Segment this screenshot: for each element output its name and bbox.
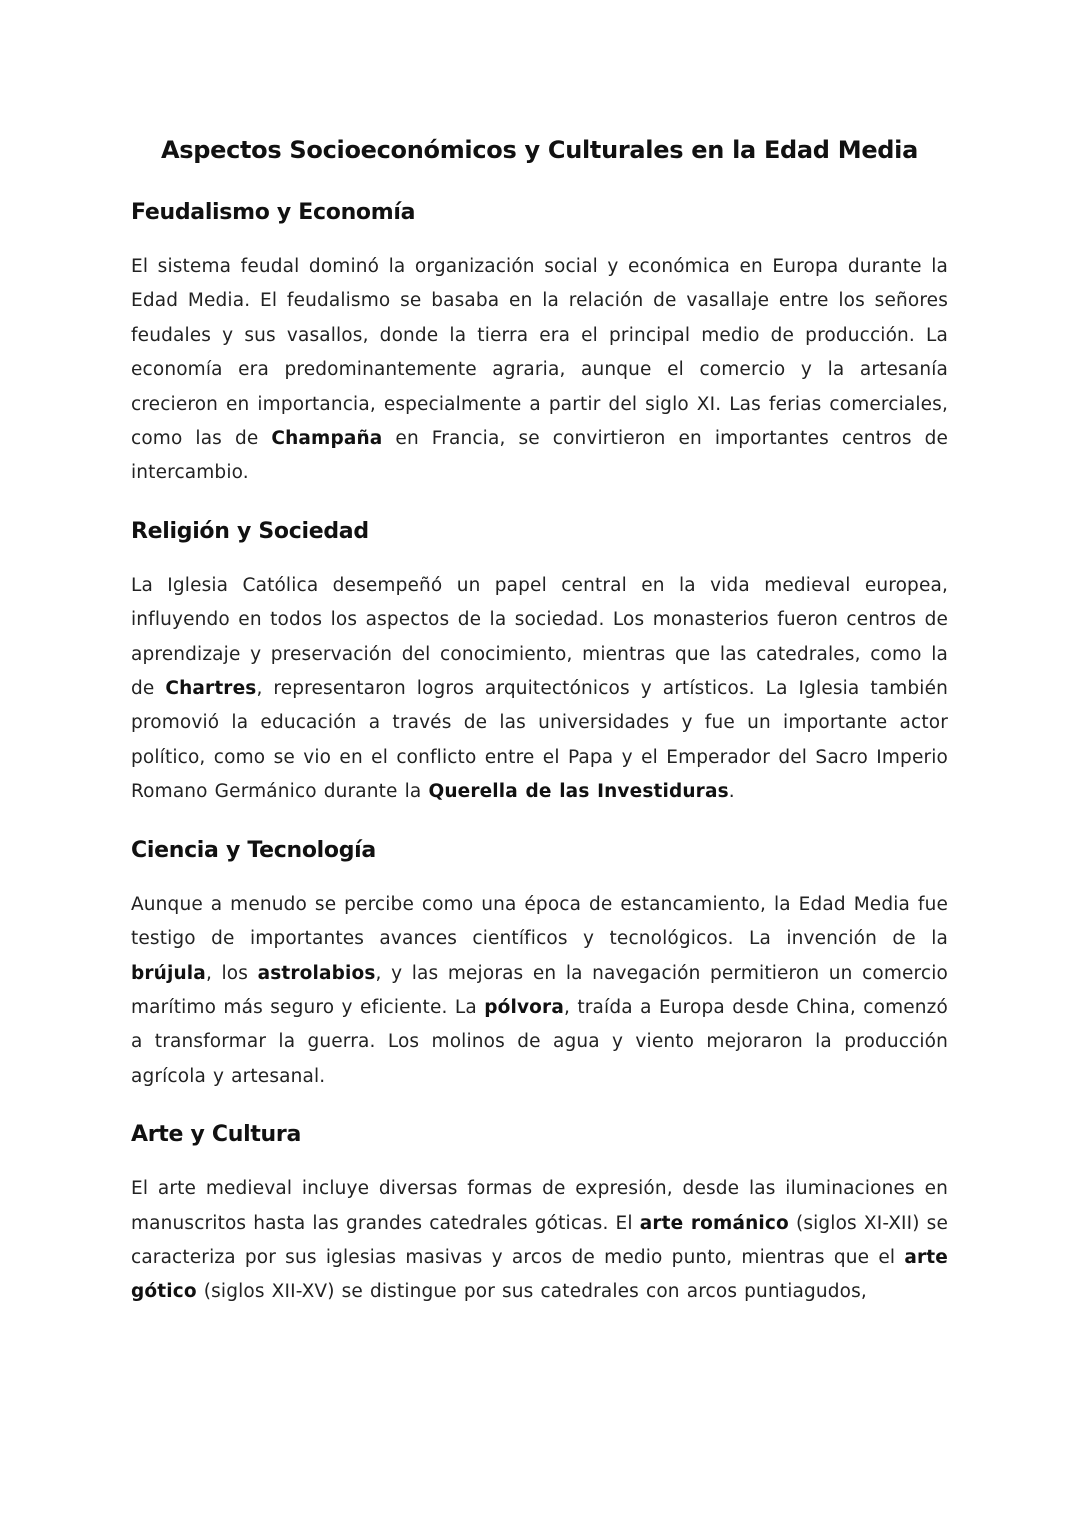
text-run: El sistema feudal dominó la organización social y económica en Europa durante la Edad Media. El feudalismo se basaba en la relación de vasallaje entre los señores feudales y sus vasallos, donde la tierra era el principal medio de producción. La economía era predominantemente agraria, aunque el comercio y la artesanía crecieron en importancia, especialmente a partir del siglo XI. Las ferias comerciales, como las de bbox=[131, 256, 948, 450]
text-run: , los bbox=[205, 962, 258, 984]
text-run: El arte medieval incluye diversas formas de expresión, desde las iluminaciones en manuscritos hasta las grandes catedrales góticas. El bbox=[131, 1178, 948, 1234]
text-run: Aunque a menudo se percibe como una época de estancamiento, la Edad Media fue testigo de importantes avances científicos y tecnológicos. La invención de la bbox=[131, 893, 948, 950]
bold-term-arte-gotico: arte gótico bbox=[131, 1246, 948, 1303]
text-run: , traída a Europa desde China, comenzó a transformar la guerra. Los molinos de agua y viento mejoraron la producción agrícola y artesanal. bbox=[131, 996, 948, 1087]
section-arte bbox=[131, 1118, 948, 1310]
text-run: , representaron logros arquitectónicos y artísticos. La Iglesia también promovió la educación a través de las universidades y fue un importante actor político, como se vio en el conflicto entre el Papa y el Emperador del Sacro Imperio Romano Germánico durante la bbox=[131, 678, 948, 803]
text-run: en Francia, se convirtieron en importantes centros de intercambio. bbox=[131, 428, 949, 484]
text-run: (siglos XI-XII) se caracteriza por sus iglesias masivas y arcos de medio punto, mientras que el bbox=[131, 1212, 948, 1268]
document-title: Aspectos Socioeconómicos y Culturales en la Edad Media bbox=[160, 136, 919, 164]
section-religion bbox=[131, 515, 948, 810]
text-run: La Iglesia Católica desempeñó un papel central en la vida medieval europea, influyendo en todos los aspectos de la sociedad. Los monasterios fueron centros de aprendizaje y preservación del conocimiento, mientras que las catedrales, como la de bbox=[131, 574, 948, 700]
section-heading: Ciencia y Tecnología bbox=[131, 837, 376, 863]
text-run: , y las mejoras en la navegación permitieron un comercio marítimo más seguro y eficiente. La bbox=[131, 962, 948, 1018]
section-paragraph bbox=[131, 1172, 948, 1310]
bold-term-brujula: brújula bbox=[131, 962, 206, 984]
bold-term-astrolabios: astrolabios bbox=[257, 962, 376, 984]
bold-term-querella: Querella de las Investiduras bbox=[428, 781, 729, 803]
bold-term-polvora: pólvora bbox=[484, 996, 564, 1018]
text-run: . bbox=[728, 781, 735, 803]
section-heading: Feudalismo y Economía bbox=[131, 200, 416, 225]
section-paragraph bbox=[131, 888, 948, 1094]
section-ciencia bbox=[131, 834, 948, 1094]
section-heading: Arte y Cultura bbox=[131, 1122, 301, 1148]
bold-term-chartres: Chartres bbox=[165, 678, 257, 700]
bold-term-champana: Champaña bbox=[271, 428, 383, 450]
document-page bbox=[131, 130, 948, 1310]
text-run: (siglos XII-XV) se distingue por sus catedrales con arcos puntiagudos, bbox=[196, 1281, 867, 1303]
section-paragraph bbox=[131, 569, 948, 810]
section-feudalismo bbox=[131, 196, 948, 491]
section-heading: Religión y Sociedad bbox=[131, 518, 369, 544]
section-paragraph bbox=[131, 250, 948, 491]
bold-term-arte-romanico: arte románico bbox=[639, 1212, 789, 1234]
